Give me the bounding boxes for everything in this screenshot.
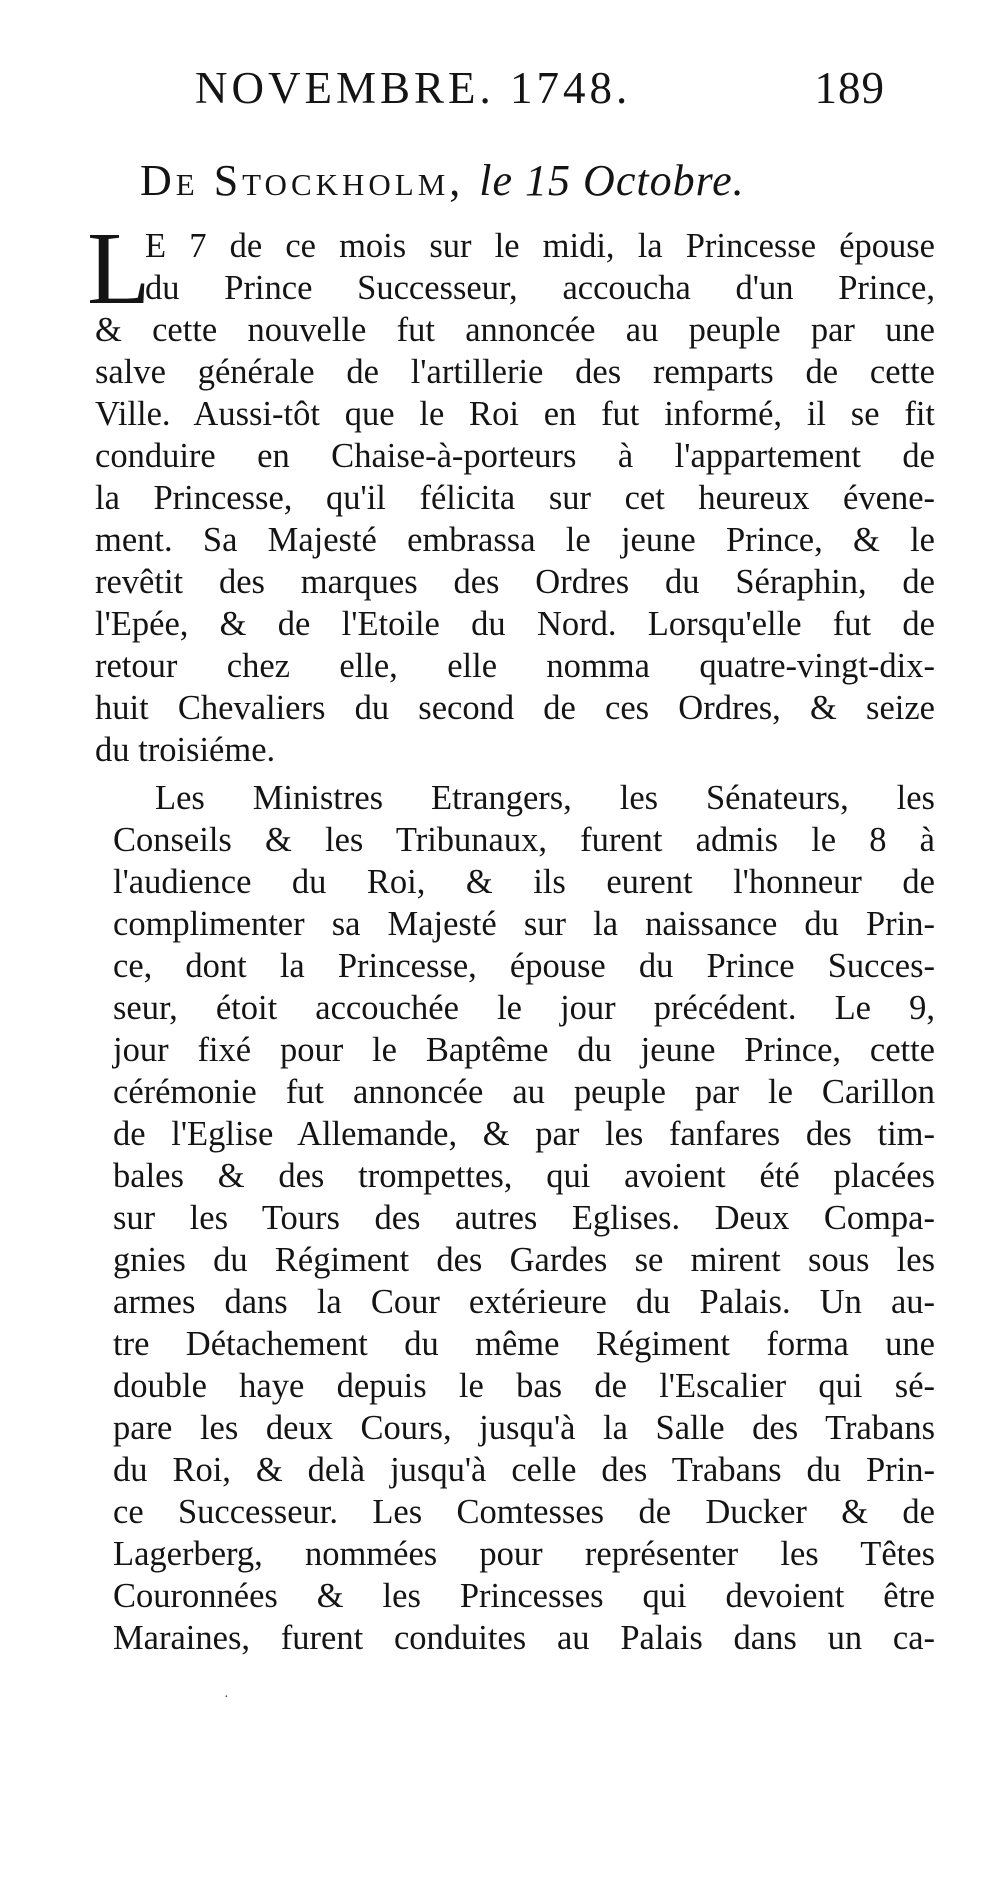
- text-line: jour fixé pour le Baptême du jeune Prince, cette: [113, 1031, 935, 1069]
- text-line: Lagerberg, nommées pour représenter les Têtes: [113, 1535, 935, 1573]
- text-line: pare les deux Cours, jusqu'à la Salle des Trabans: [113, 1409, 935, 1447]
- text-line: armes dans la Cour extérieure du Palais. Un au-: [113, 1283, 935, 1321]
- text-line: sur les Tours des autres Eglises. Deux Compa-: [113, 1199, 935, 1237]
- text-line: retour chez elle, elle nomma quatre-vingt-dix-: [95, 647, 935, 685]
- text-line: cérémonie fut annoncée au peuple par le Carillon: [113, 1073, 935, 1111]
- text-line: de l'Eglise Allemande, & par les fanfares des tim-: [113, 1115, 935, 1153]
- dateline: [140, 155, 745, 206]
- text-line: & cette nouvelle fut annoncée au peuple par une: [95, 311, 935, 349]
- text-line: ce, dont la Princesse, épouse du Prince Succes-: [113, 947, 935, 985]
- text-line: gnies du Régiment des Gardes se mirent sous les: [113, 1241, 935, 1279]
- text-line: du troisiéme.: [95, 731, 276, 769]
- drop-cap: L: [87, 211, 151, 326]
- text-line: seur, étoit accouchée le jour précédent. Le 9,: [113, 989, 935, 1027]
- text-line: Ville. Aussi-tôt que le Roi en fut informé, il se fit: [95, 395, 935, 433]
- running-head: [195, 62, 885, 122]
- text-line: Maraines, furent conduites au Palais dans un ca-: [113, 1619, 935, 1657]
- text-line: l'Epée, & de l'Etoile du Nord. Lorsqu'elle fut de: [95, 605, 935, 643]
- paragraph-2: [95, 777, 935, 1659]
- text-line: bales & des trompettes, qui avoient été placées: [113, 1157, 935, 1195]
- paragraph-1: [87, 211, 935, 771]
- text-line: Les Ministres Etrangers, les Sénateurs, les: [155, 779, 935, 817]
- dateline-place: De Stockholm: [140, 156, 450, 205]
- text-line: revêtit des marques des Ordres du Séraphin, de: [95, 563, 935, 601]
- dateline-date: le 15 Octobre.: [479, 156, 745, 205]
- text-line: tre Détachement du même Régiment forma une: [113, 1325, 935, 1363]
- text-line: ce Successeur. Les Comtesses de Ducker & de: [113, 1493, 935, 1531]
- text-line: complimenter sa Majesté sur la naissance du Prin-: [113, 905, 935, 943]
- ink-speck: ·: [224, 1690, 229, 1705]
- text-line: la Princesse, qu'il félicita sur cet heureux évene-: [95, 479, 935, 517]
- text-line: huit Chevaliers du second de ces Ordres, & seize: [95, 689, 935, 727]
- text-line: E 7 de ce mois sur le midi, la Princesse épouse: [145, 227, 935, 265]
- text-line: ment. Sa Majesté embrassa le jeune Prince, & le: [95, 521, 935, 559]
- text-line: l'audience du Roi, & ils eurent l'honneur de: [113, 863, 935, 901]
- dateline-separator: ,: [449, 156, 480, 205]
- text-line: Conseils & les Tribunaux, furent admis le 8 à: [113, 821, 935, 859]
- text-line: salve générale de l'artillerie des remparts de cette: [95, 353, 935, 391]
- text-line: du Roi, & delà jusqu'à celle des Trabans du Prin-: [113, 1451, 935, 1489]
- text-line: Couronnées & les Princesses qui devoient être: [113, 1577, 935, 1615]
- article-body: [87, 211, 935, 1659]
- text-line: double haye depuis le bas de l'Escalier qui sé-: [113, 1367, 935, 1405]
- running-head-title: NOVEMBRE. 1748.: [195, 63, 632, 113]
- page-number: 189: [814, 63, 885, 113]
- text-line: conduire en Chaise-à-porteurs à l'appartement de: [95, 437, 935, 475]
- text-line: du Prince Successeur, accoucha d'un Prince,: [145, 269, 935, 307]
